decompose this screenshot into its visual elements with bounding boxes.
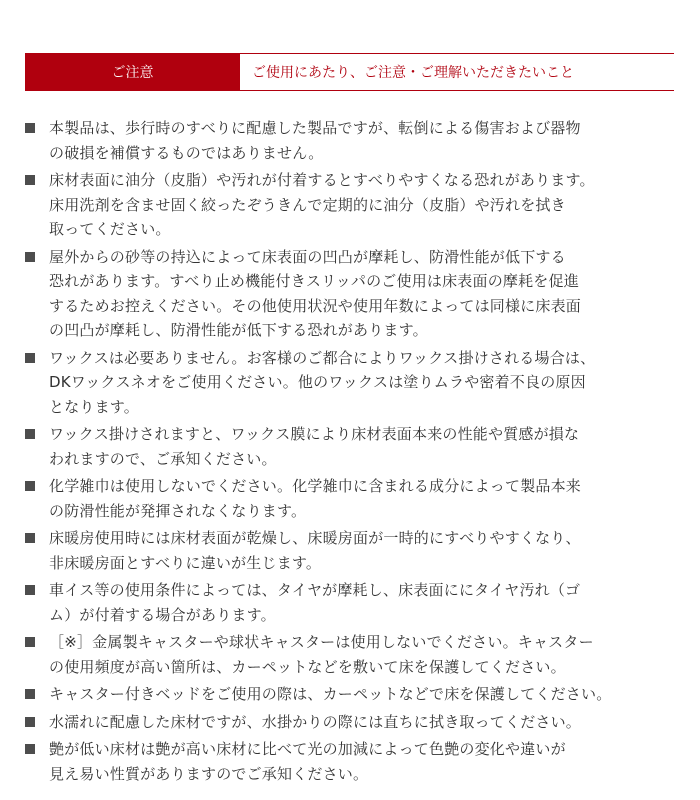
notice-header bbox=[25, 53, 674, 91]
notice-text: 化学雑巾は使用しないでください。化学雑巾に含まれる成分によって製品本来 の防滑性能が発揮されなくなります。 bbox=[49, 477, 582, 520]
notice-list bbox=[25, 116, 690, 789]
square-bullet-icon bbox=[25, 637, 35, 647]
notice-item bbox=[25, 116, 690, 165]
square-bullet-icon bbox=[25, 252, 35, 262]
notice-item bbox=[25, 526, 690, 575]
notice-text: 床暖房使用時には床材表面が乾燥し、床暖房面が一時的にすべりやすくなり、 非床暖房面とすべりに違いが生じます。 bbox=[49, 529, 581, 572]
notice-text: 水濡れに配慮した床材ですが、水掛かりの際には直ちに拭き取ってください。 bbox=[49, 712, 582, 731]
notice-item bbox=[25, 474, 690, 523]
notice-item bbox=[25, 737, 690, 786]
notice-item bbox=[25, 346, 690, 420]
notice-text: 艶が低い床材は艶が高い床材に比べて光の加減によって色艶の変化や違いが 見え易い性質がありますのでご承知ください。 bbox=[49, 740, 566, 783]
square-bullet-icon bbox=[25, 744, 35, 754]
notice-item bbox=[25, 168, 690, 242]
notice-item bbox=[25, 682, 690, 707]
notice-tab-label: ご注意 bbox=[25, 54, 240, 90]
square-bullet-icon bbox=[25, 353, 35, 363]
notice-text: キャスター付きベッドをご使用の際は、カーペットなどで床を保護してください。 bbox=[49, 685, 612, 703]
notice-item bbox=[25, 422, 690, 471]
notice-item bbox=[25, 578, 690, 627]
square-bullet-icon bbox=[25, 689, 35, 699]
square-bullet-icon bbox=[25, 585, 35, 595]
notice-text: 車イス等の使用条件によっては、タイヤが摩耗し、床表面ににタイヤ汚れ（ゴ ム）が付着する場合があります。 bbox=[49, 581, 581, 624]
square-bullet-icon bbox=[25, 533, 35, 543]
notice-item bbox=[25, 245, 690, 343]
notice-text: 屋外からの砂等の持込によって床表面の凹凸が摩耗し、防滑性能が低下する 恐れがあります。すべり止め機能付きスリッパのご使用は床表面の摩耗を促進 するためお控えください。その他使用状況や使用年数によっては同様に床表面 の凹凸が摩耗し、防滑性能が低下する恐れがあります。 bbox=[49, 247, 582, 339]
square-bullet-icon bbox=[25, 481, 35, 491]
notice-text: ［※］金属製キャスターや球状キャスターは使用しないでください。キャスター の使用頻度が高い箇所は、カーペットなどを敷いて床を保護してください。 bbox=[49, 633, 594, 676]
square-bullet-icon bbox=[25, 429, 35, 439]
square-bullet-icon bbox=[25, 175, 35, 185]
square-bullet-icon bbox=[25, 123, 35, 133]
notice-item bbox=[25, 710, 690, 735]
notice-text: 本製品は、歩行時のすべりに配慮した製品ですが、転倒による傷害および器物 の破損を補償するものではありません。 bbox=[49, 119, 581, 162]
notice-text: ワックスは必要ありません。お客様のご都合によりワックス掛けされる場合は、 DKワックスネオをご使用ください。他のワックスは塗りムラや密着不良の原因 となります。 bbox=[49, 348, 596, 416]
notice-headline: ご使用にあたり、ご注意・ご理解いただきたいこと bbox=[252, 65, 574, 81]
notice-text: ワックス掛けされますと、ワックス膜により床材表面本来の性能や質感が損な われますので、ご承知ください。 bbox=[49, 425, 580, 468]
square-bullet-icon bbox=[25, 717, 35, 727]
notice-text: 床材表面に油分（皮脂）や汚れが付着するとすべりやすくなる恐れがあります。 床用洗剤を含ませ固く絞ったぞうきんで定期的に油分（皮脂）や汚れを拭き 取ってください。 bbox=[49, 171, 595, 238]
notice-item bbox=[25, 630, 690, 679]
